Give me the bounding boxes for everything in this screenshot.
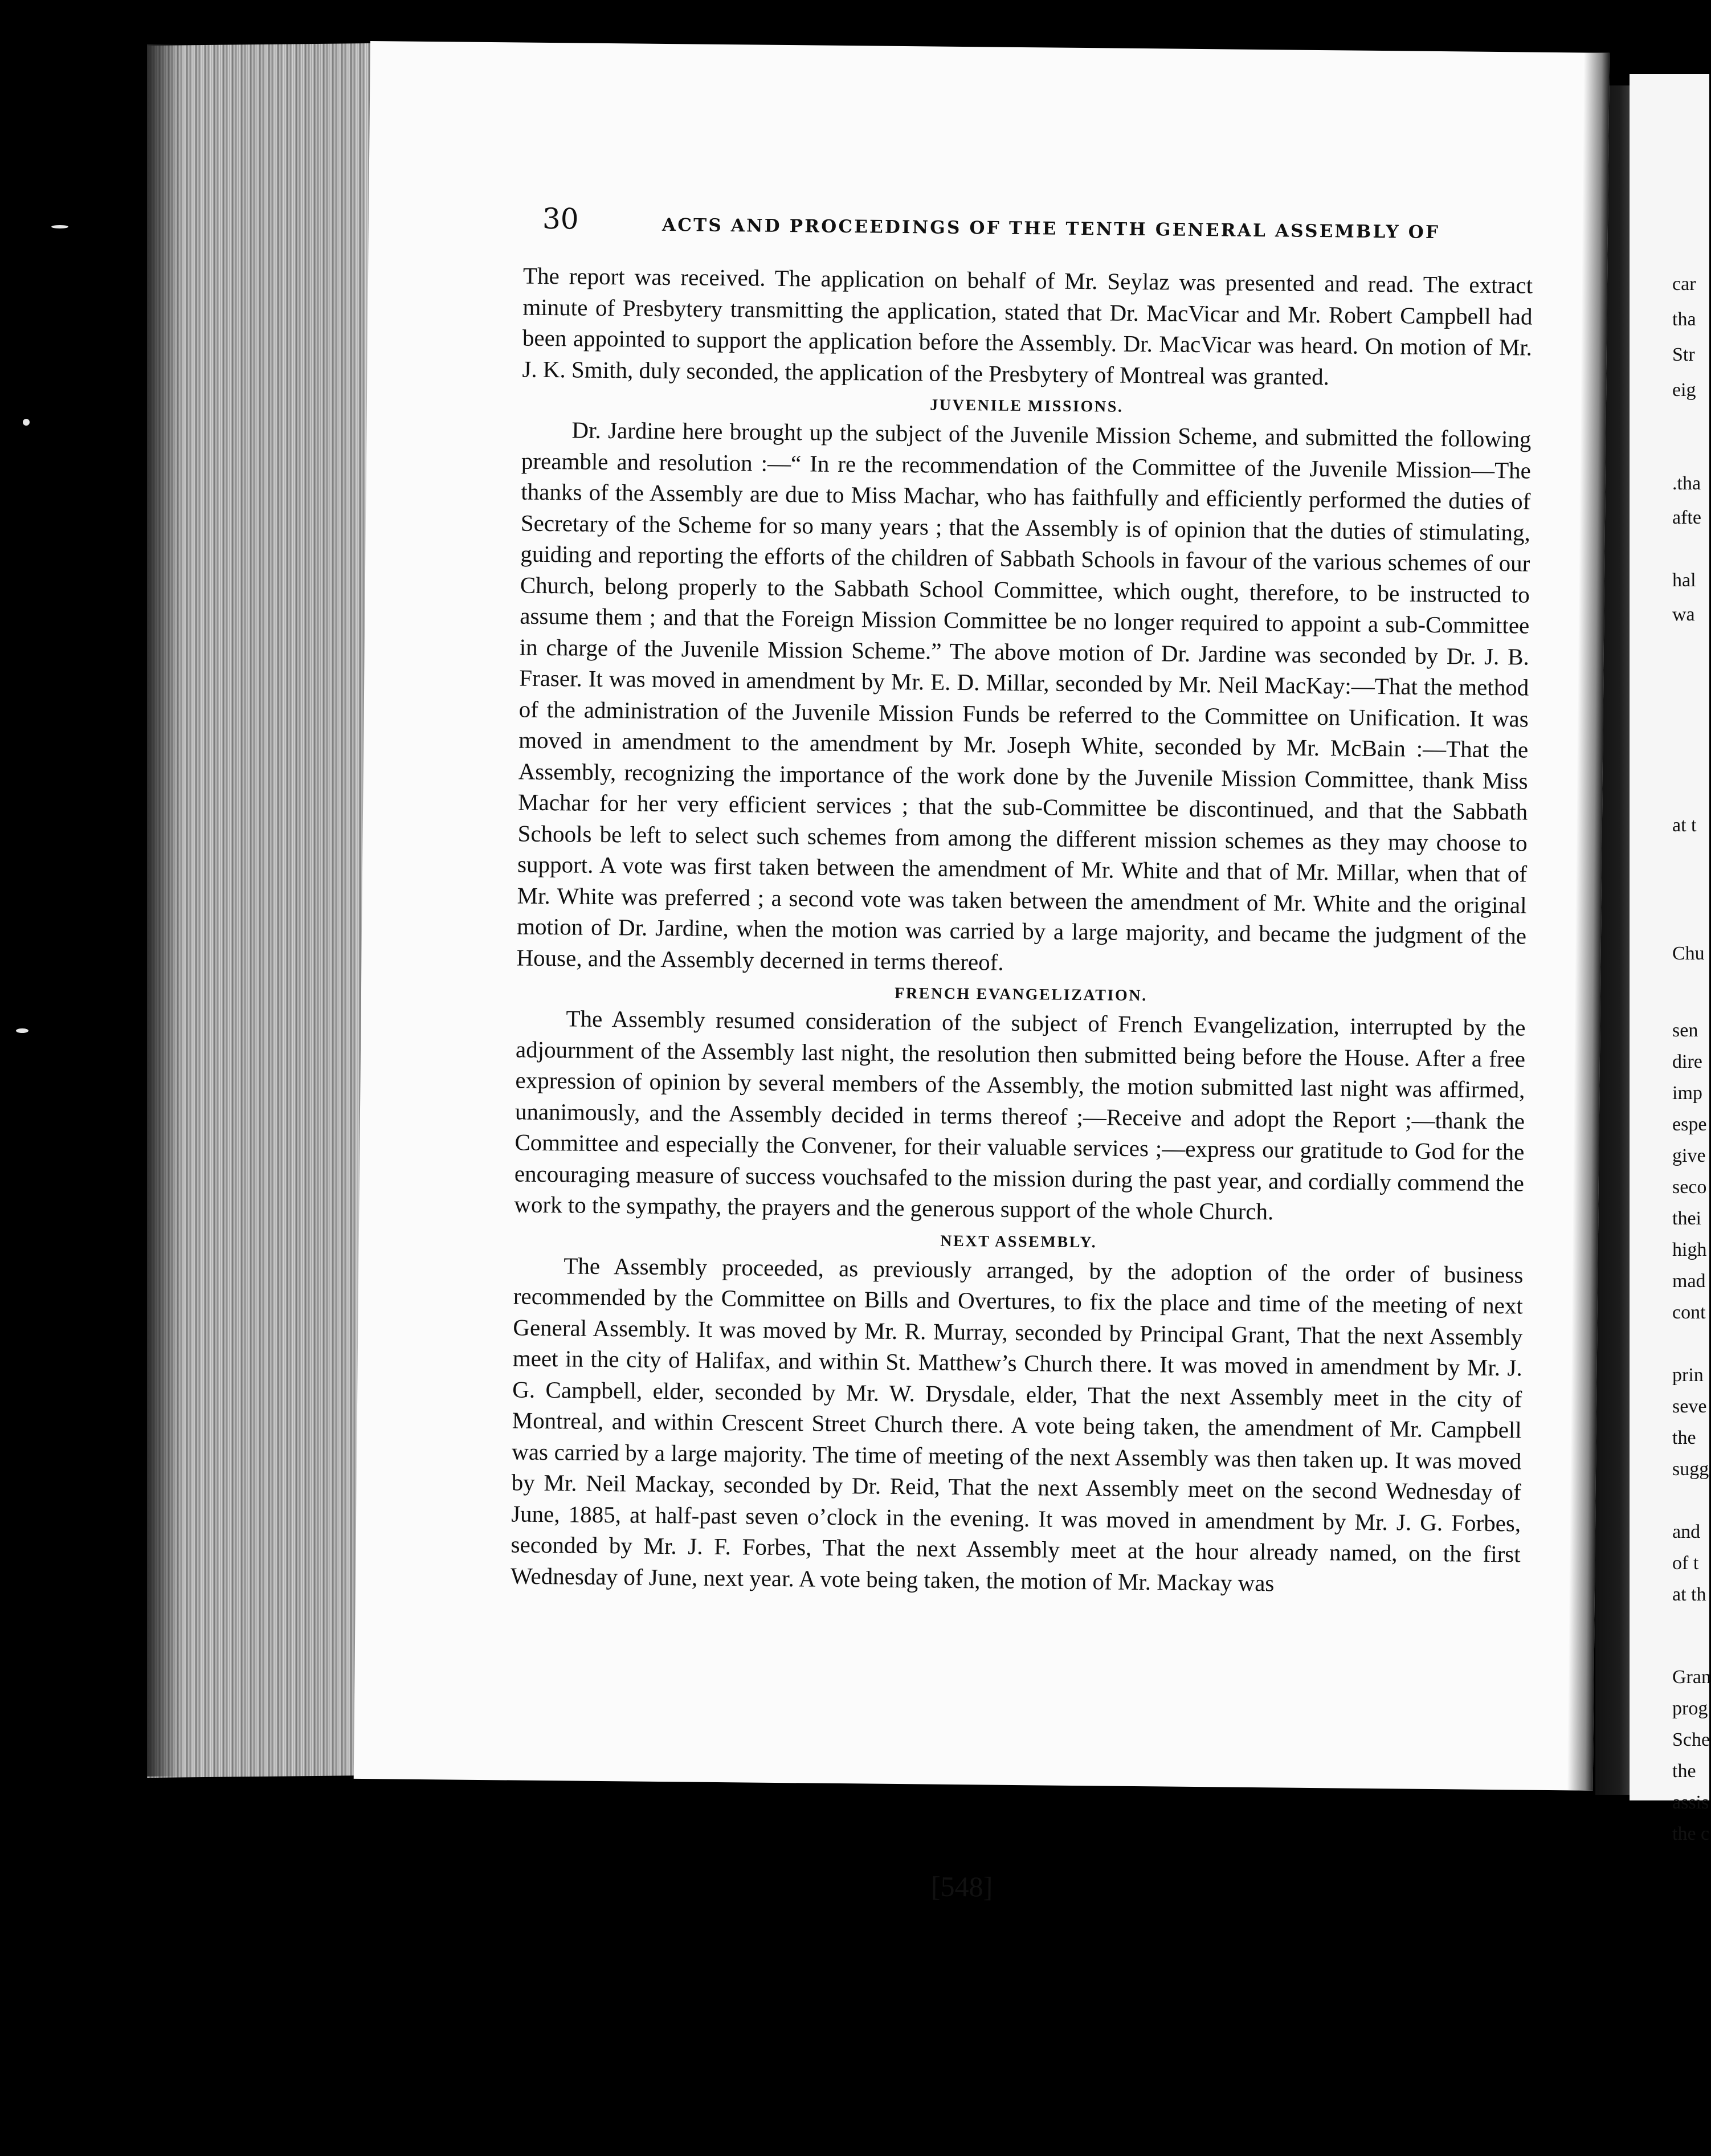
right-fragment: mad <box>1672 1271 1706 1292</box>
paragraph-seylaz: The report was received. The application on behalf of Mr. Seylaz was presented and read. The extract minute of Presbytery transmitting the application, stated that Dr. MacVicar and Mr. Robert Campbell had been appointed to support the application before the Assembly. Dr. MacVicar was heard. On motion of Mr. J. K. Smith, duly seconded, the application of the Presbytery of Montreal was granted. <box>522 262 1533 390</box>
signature-mark: [548] <box>930 1870 993 1903</box>
running-head <box>542 202 1522 243</box>
paragraph-juvenile-missions: Dr. Jardine here brought up the subject of the Juvenile Mission Scheme, and submitted the following preamble and resolution :—“ In re the recommendation of the Committee of the Juvenile Mission—The thanks of the Assembly are due to Miss Machar, who has faithfully and efficiently performed the duties of Secretary of the Scheme for so many years ; that the Assembly is of opinion that the duties of stimulating, guiding and reporting the efforts of the children of Sabbath Schools in favour of the various schemes of our Church, belong properly to the Sabbath School Committee, which ought, therefore, to be instructed to assume them ; and that the Foreign Mission Committee be no longer required to appoint a sub-Committee in charge of the Juvenile Mission Scheme.” The above motion of Dr. Jardine was seconded by Dr. J. B. Fraser. It was moved in amendment by Mr. E. D. Millar, seconded by Mr. Neil MacKay:—That the method of the administration of the Juvenile Mission Funds be referred to the Committee on Unification. It was moved in amendment to the amendment by Mr. Joseph White, seconded by Mr. McBain :—That the Assembly, recognizing the importance of the work done by the Juvenile Mission Committee, thank Miss Machar for her very efficient services ; that the sub-Committee be discontinued, and that the Sabbath Schools be left to select such schemes from among the different mission schemes as they may choose to support. A vote was first taken between the amendment of Mr. White and that of Mr. Millar, when that of Mr. White was preferred ; a second vote was taken between the amendment of Mr. White and the original motion of Dr. Jardine, when the motion was carried by a large majority, and became the judgment of the House, and the Assembly decerned in terms thereof. <box>516 416 1532 975</box>
page-edge-shadow <box>147 44 181 1777</box>
heading-juvenile-missions: JUVENILE MISSIONS. <box>930 396 1124 416</box>
heading-french-evangelization: FRENCH EVANGELIZATION. <box>895 984 1148 1005</box>
left-page <box>354 41 1610 1903</box>
right-fragment: eig <box>1672 379 1696 401</box>
right-fragment: car <box>1672 273 1696 295</box>
right-fragment: imp <box>1672 1083 1702 1104</box>
right-fragment: .tha <box>1672 473 1701 494</box>
right-fragment: the c <box>1672 1823 1710 1844</box>
right-fragment: Gran <box>1672 1667 1711 1688</box>
right-fragment: the <box>1672 1761 1696 1782</box>
paragraph-next-assembly: The Assembly proceeded, as previously arranged, by the adoption of the order of business recommended by the Committee on Bills and Overtures, to fix the place and time of the meeting of next General Assembly. It was moved by Mr. R. Murray, seconded by Principal Grant, That the next Assembly meet in the city of Halifax, and within St. Matthew’s Church there. It was moved in amendment by Mr. J. G. Campbell, elder, seconded by Mr. W. Drysdale, elder, That the next Assembly meet in the city of Montreal, and within Crescent Street Church there. A vote being taken, the amendment of Mr. Campbell was carried by a large majority. The time of meeting of the next Assembly was then taken up. It was moved by Mr. Neil Mackay, seconded by Dr. Reid, That the next Assembly meet on the second Wednesday of June, 1885, at half-past seven o’clock in the evening. It was moved in amendment by Mr. J. G. Forbes, seconded by Mr. J. F. Forbes, That the next Assembly meet at the hour already named, on the first Wednesday of June, next year. A vote being taken, the motion of Mr. Mackay was <box>510 1252 1524 1596</box>
right-fragment: sen <box>1672 1020 1698 1041</box>
right-fragment: prin <box>1672 1365 1704 1386</box>
margin-speck <box>51 225 68 228</box>
running-title: ACTS AND PROCEEDINGS OF THE TENTH GENERAL ASSEMBLY OF <box>661 214 1440 243</box>
right-fragment: espe <box>1672 1114 1707 1135</box>
right-fragment: seve <box>1672 1396 1707 1417</box>
margin-speck <box>23 419 30 426</box>
right-fragment: assis <box>1672 1792 1709 1813</box>
right-fragment: Sche <box>1672 1729 1710 1750</box>
margin-speck <box>16 1028 28 1033</box>
right-fragment: at th <box>1672 1584 1706 1605</box>
page-edges <box>147 43 375 1778</box>
right-fragment: at t <box>1672 815 1697 836</box>
right-fragment: tha <box>1672 309 1696 330</box>
right-fragment: wa <box>1672 604 1695 625</box>
right-fragment: sugg <box>1672 1459 1709 1480</box>
right-fragment: the <box>1672 1427 1696 1448</box>
right-fragment: hal <box>1672 570 1696 591</box>
right-fragment: cont <box>1672 1302 1706 1323</box>
right-fragment: of t <box>1672 1553 1699 1574</box>
heading-next-assembly: NEXT ASSEMBLY. <box>940 1232 1097 1251</box>
page-number: 30 <box>542 202 579 236</box>
right-fragment: Str <box>1672 344 1695 365</box>
right-fragment: give <box>1672 1145 1706 1166</box>
right-fragment: Chu <box>1672 943 1705 964</box>
right-fragment: thei <box>1672 1208 1701 1229</box>
right-fragment: dire <box>1672 1051 1702 1072</box>
paragraph-french-evangelization: The Assembly resumed consideration of the subject of French Evangelization, interrupted by the adjournment of the Assembly last night, the resolution then submitted being before the House. After a free expression of opinion by several members of the Assembly, the motion submitted last night was affirmed, unanimously, and the Assembly decided in terms thereof ;—Receive and adopt the Report ;—thank the Committee and especially the Convener, for their valuable services ;—express our gratitude to God for the encouraging measure of success vouchsafed to the mission during the past year, and cordially commend the work to the sympathy, the prayers and the generous support of the whole Church. <box>514 1005 1526 1225</box>
body-text <box>511 260 1533 1601</box>
right-fragment: seco <box>1672 1177 1707 1198</box>
right-fragment: and <box>1672 1521 1701 1542</box>
right-fragment: high <box>1672 1239 1707 1260</box>
right-fragment: prog <box>1672 1698 1708 1719</box>
right-fragment: afte <box>1672 507 1701 528</box>
